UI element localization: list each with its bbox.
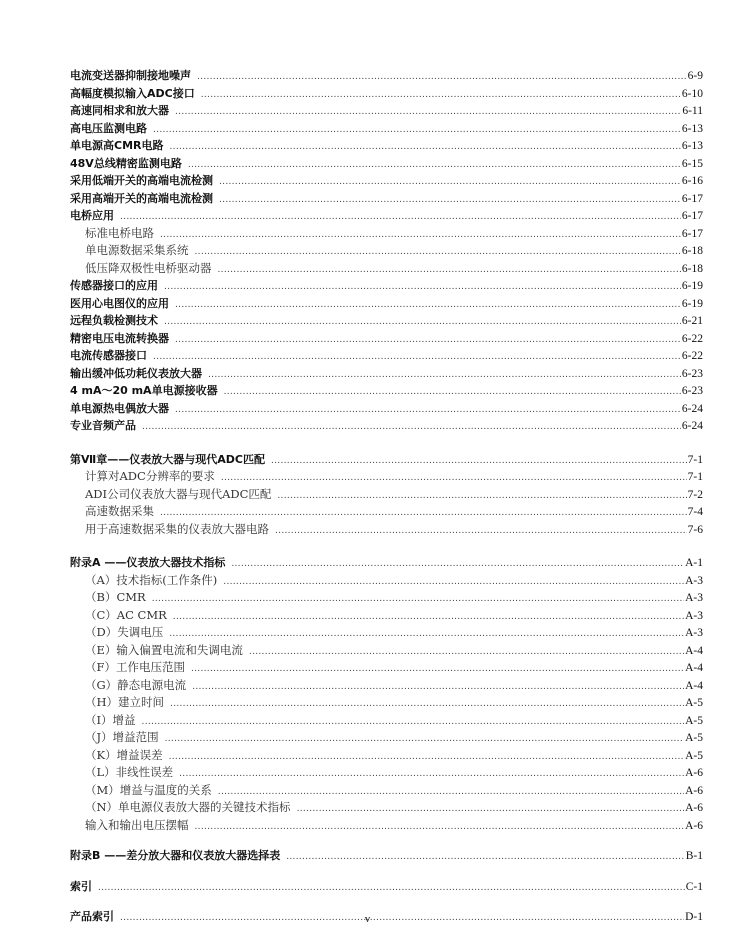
toc-entry-page: 6-11 (682, 105, 703, 117)
toc-entry-title: （B）CMR (85, 590, 146, 604)
toc-entry-title: 高电压监测电路 (70, 121, 147, 135)
toc-entry[interactable] (70, 295, 703, 313)
dot-leader (208, 367, 681, 385)
toc-spacer (70, 435, 703, 451)
toc-entry-title: 采用高端开关的高端电流检测 (70, 191, 213, 205)
toc-entry[interactable] (70, 878, 703, 896)
toc-entry[interactable] (70, 382, 703, 400)
dot-leader (120, 209, 681, 227)
toc-entry[interactable] (70, 712, 703, 730)
dot-leader (275, 523, 687, 541)
toc-entry-page: D-1 (685, 911, 703, 923)
toc-entry[interactable] (70, 677, 703, 695)
toc-entry-page: C-1 (685, 880, 703, 893)
dot-leader (153, 349, 681, 367)
toc-spacer (70, 538, 703, 554)
toc-entry-title: （D）失调电压 (85, 625, 164, 639)
dot-leader (249, 644, 684, 662)
dot-leader (169, 749, 685, 767)
toc-entry[interactable] (70, 847, 703, 865)
dot-leader (286, 849, 685, 867)
toc-group (70, 878, 703, 896)
toc-entry-page: 6-19 (681, 280, 703, 292)
toc-entry-title: 远程负载检测技术 (70, 314, 158, 327)
toc-entry-page: A-5 (685, 714, 703, 727)
toc-entry[interactable] (70, 137, 703, 155)
table-of-contents (70, 67, 703, 926)
toc-entry-title: 电桥应用 (70, 209, 114, 222)
toc-entry[interactable] (70, 277, 703, 295)
toc-entry[interactable] (70, 747, 703, 765)
toc-entry-page: 7-6 (687, 523, 703, 536)
toc-entry-page: A-6 (685, 767, 703, 779)
toc-entry-title: 高速同相求和放大器 (70, 104, 169, 117)
toc-entry[interactable] (70, 417, 703, 435)
dot-leader (170, 696, 684, 714)
toc-entry-page: 6-23 (681, 385, 703, 397)
page-number: v (364, 913, 371, 925)
toc-entry-title: 高幅度模拟输入ADC接口 (70, 86, 195, 100)
toc-entry[interactable] (70, 155, 703, 173)
dot-leader (175, 332, 681, 350)
toc-entry-title: 高速数据采集 (85, 504, 154, 518)
dot-leader (223, 574, 684, 592)
toc-entry[interactable] (70, 330, 703, 348)
toc-entry-page: 6-21 (681, 315, 703, 327)
toc-entry-title: （I）增益 (85, 712, 136, 727)
toc-entry-title: 输入和输出电压摆幅 (85, 817, 189, 832)
toc-entry-page: 7-4 (687, 506, 703, 518)
toc-entry-title: 传感器接口的应用 (70, 279, 158, 292)
toc-entry[interactable] (70, 659, 703, 677)
toc-entry[interactable] (70, 451, 703, 469)
toc-entry-page: 6-10 (681, 87, 703, 100)
toc-entry[interactable] (70, 572, 703, 590)
toc-entry-title: 单电源热电偶放大器 (70, 401, 169, 415)
toc-entry-page: A-3 (685, 592, 703, 604)
toc-entry-page: 6-9 (687, 70, 703, 82)
toc-entry-page: A-6 (685, 784, 703, 797)
dot-leader (142, 714, 685, 732)
toc-entry-page: A-3 (685, 574, 703, 587)
toc-entry[interactable] (70, 400, 703, 418)
toc-entry-page: 6-15 (681, 157, 703, 170)
toc-entry-title: （C）AC CMR (85, 607, 167, 622)
toc-entry[interactable] (70, 242, 703, 260)
dot-leader (179, 766, 684, 784)
toc-entry[interactable] (70, 607, 703, 625)
toc-entry-page: 6-13 (681, 140, 703, 152)
toc-entry-page: 6-17 (681, 192, 703, 205)
dot-leader (175, 402, 681, 420)
dot-leader (221, 470, 687, 488)
toc-entry[interactable] (70, 172, 703, 190)
dot-leader (192, 679, 684, 697)
toc-entry-page: 6-18 (681, 245, 703, 257)
toc-entry-page: 6-17 (681, 210, 703, 222)
dot-leader (152, 591, 684, 609)
toc-entry-page: 6-19 (681, 297, 703, 310)
toc-entry-title: 附录B ——差分放大器和仪表放大器选择表 (70, 849, 281, 862)
toc-entry[interactable] (70, 260, 703, 278)
toc-entry[interactable] (70, 642, 703, 660)
toc-entry-title: （J）增益范围 (85, 730, 159, 744)
toc-entry-title: 4 mA～20 mA单电源接收器 (70, 384, 218, 397)
toc-entry-title: 单电源高CMR电路 (70, 139, 164, 152)
toc-entry-title: 电流变送器抑制接地噪声 (70, 69, 191, 82)
toc-entry-page: A-6 (685, 819, 703, 832)
toc-entry-title: 电流传感器接口 (70, 349, 147, 362)
dot-leader (277, 488, 686, 506)
toc-entry[interactable] (70, 190, 703, 208)
toc-entry-page: 7-1 (687, 453, 703, 466)
toc-entry-page: A-4 (685, 679, 703, 692)
dot-leader (224, 384, 681, 402)
toc-entry[interactable] (70, 817, 703, 835)
dot-leader (188, 157, 681, 175)
dot-leader (271, 453, 687, 471)
dot-leader (165, 731, 685, 749)
toc-entry[interactable] (70, 347, 703, 365)
dot-leader (219, 174, 681, 192)
dot-leader (175, 104, 681, 122)
toc-entry-page: 6-22 (681, 350, 703, 362)
toc-entry[interactable] (70, 120, 703, 138)
toc-entry-title: ADI公司仪表放大器与现代ADC匹配 (85, 486, 272, 501)
toc-entry-title: 索引 (70, 879, 92, 893)
toc-entry-page: 6-23 (681, 367, 703, 380)
dot-leader (297, 801, 685, 819)
toc-entry-page: A-1 (685, 557, 703, 569)
dot-leader (170, 139, 681, 157)
toc-entry-page: 7-2 (687, 488, 703, 501)
toc-entry-title: （N）单电源仪表放大器的关键技术指标 (85, 800, 291, 814)
toc-entry-page: B-1 (685, 850, 703, 862)
dot-leader (195, 819, 685, 837)
dot-leader (191, 661, 684, 679)
toc-entry-page: A-3 (685, 627, 703, 639)
dot-leader (164, 279, 681, 297)
toc-group (70, 847, 703, 865)
toc-entry-page: 6-13 (681, 122, 703, 135)
toc-entry[interactable] (70, 67, 703, 85)
toc-entry-page: A-5 (685, 732, 703, 744)
toc-group (70, 67, 703, 435)
toc-entry[interactable] (70, 468, 703, 486)
toc-entry[interactable] (70, 312, 703, 330)
toc-entry-title: （A）技术指标(工作条件) (85, 572, 218, 587)
toc-entry-page: 6-18 (681, 262, 703, 275)
toc-entry-title: 低压降双极性电桥驱动器 (85, 260, 212, 275)
toc-entry-title: （H）建立时间 (85, 695, 165, 709)
dot-leader (160, 227, 681, 245)
toc-group (70, 554, 703, 834)
dot-leader (142, 419, 681, 437)
toc-entry-title: （F）工作电压范围 (85, 660, 185, 674)
toc-entry-title: 计算对ADC分辨率的要求 (85, 469, 215, 483)
dot-leader (201, 87, 681, 105)
toc-entry-page: A-5 (685, 697, 703, 709)
toc-entry-page: 6-16 (681, 175, 703, 187)
toc-entry-title: （E）输入偏置电流和失调电流 (85, 642, 243, 657)
toc-entry-title: 单电源数据采集系统 (85, 243, 189, 257)
toc-entry-page: 6-24 (681, 402, 703, 415)
toc-entry[interactable] (70, 486, 703, 504)
toc-entry-page: A-5 (685, 749, 703, 762)
toc-group (70, 451, 703, 539)
toc-entry[interactable] (70, 207, 703, 225)
toc-entry-title: 标准电桥电路 (85, 225, 154, 240)
toc-entry-title: 专业音频产品 (70, 419, 136, 432)
dot-leader (98, 880, 685, 898)
toc-entry-title: （L）非线性误差 (85, 765, 174, 779)
toc-entry-title: 产品索引 (70, 910, 114, 923)
toc-entry-title: 48V总线精密监测电路 (70, 156, 182, 170)
toc-entry-title: （K）增益误差 (85, 747, 163, 762)
dot-leader (175, 297, 681, 315)
toc-entry[interactable] (70, 102, 703, 120)
toc-entry[interactable] (70, 521, 703, 539)
toc-entry-page: A-6 (685, 802, 703, 814)
toc-entry-title: 用于高速数据采集的仪表放大器电路 (85, 521, 269, 536)
toc-entry[interactable] (70, 764, 703, 782)
toc-entry[interactable] (70, 85, 703, 103)
toc-entry-page: 6-22 (681, 332, 703, 345)
dot-leader (219, 192, 681, 210)
toc-entry[interactable] (70, 782, 703, 800)
toc-entry-page: A-3 (685, 609, 703, 622)
toc-entry-title: （M）增益与温度的关系 (85, 782, 212, 797)
toc-entry-title: 第Ⅶ章——仪表放大器与现代ADC匹配 (70, 452, 265, 466)
toc-entry[interactable] (70, 503, 703, 521)
toc-entry[interactable] (70, 799, 703, 817)
toc-entry-page: 6-17 (681, 227, 703, 240)
toc-entry[interactable] (70, 729, 703, 747)
toc-entry[interactable] (70, 554, 703, 572)
toc-entry-title: 医用心电图仪的应用 (70, 296, 169, 310)
toc-entry[interactable] (70, 624, 703, 642)
dot-leader (231, 556, 684, 574)
dot-leader (153, 122, 681, 140)
toc-entry-page: 6-24 (681, 420, 703, 432)
toc-entry[interactable] (70, 589, 703, 607)
dot-leader (218, 262, 681, 280)
toc-entry-title: （G）静态电源电流 (85, 677, 187, 692)
toc-entry-title: 附录A ——仪表放大器技术指标 (70, 556, 226, 569)
toc-entry-page: A-4 (685, 644, 703, 657)
dot-leader (173, 609, 684, 627)
toc-entry-page: A-4 (685, 662, 703, 674)
dot-leader (197, 69, 687, 87)
toc-entry[interactable] (70, 365, 703, 383)
toc-entry-title: 采用低端开关的高端电流检测 (70, 174, 213, 187)
dot-leader (164, 314, 681, 332)
toc-entry[interactable] (70, 694, 703, 712)
dot-leader (195, 244, 681, 262)
toc-entry[interactable] (70, 225, 703, 243)
toc-entry-title: 输出缓冲低功耗仪表放大器 (70, 366, 202, 380)
toc-entry-title: 精密电压电流转换器 (70, 331, 169, 345)
toc-entry-page: 7-1 (687, 471, 703, 483)
dot-leader (169, 626, 684, 644)
